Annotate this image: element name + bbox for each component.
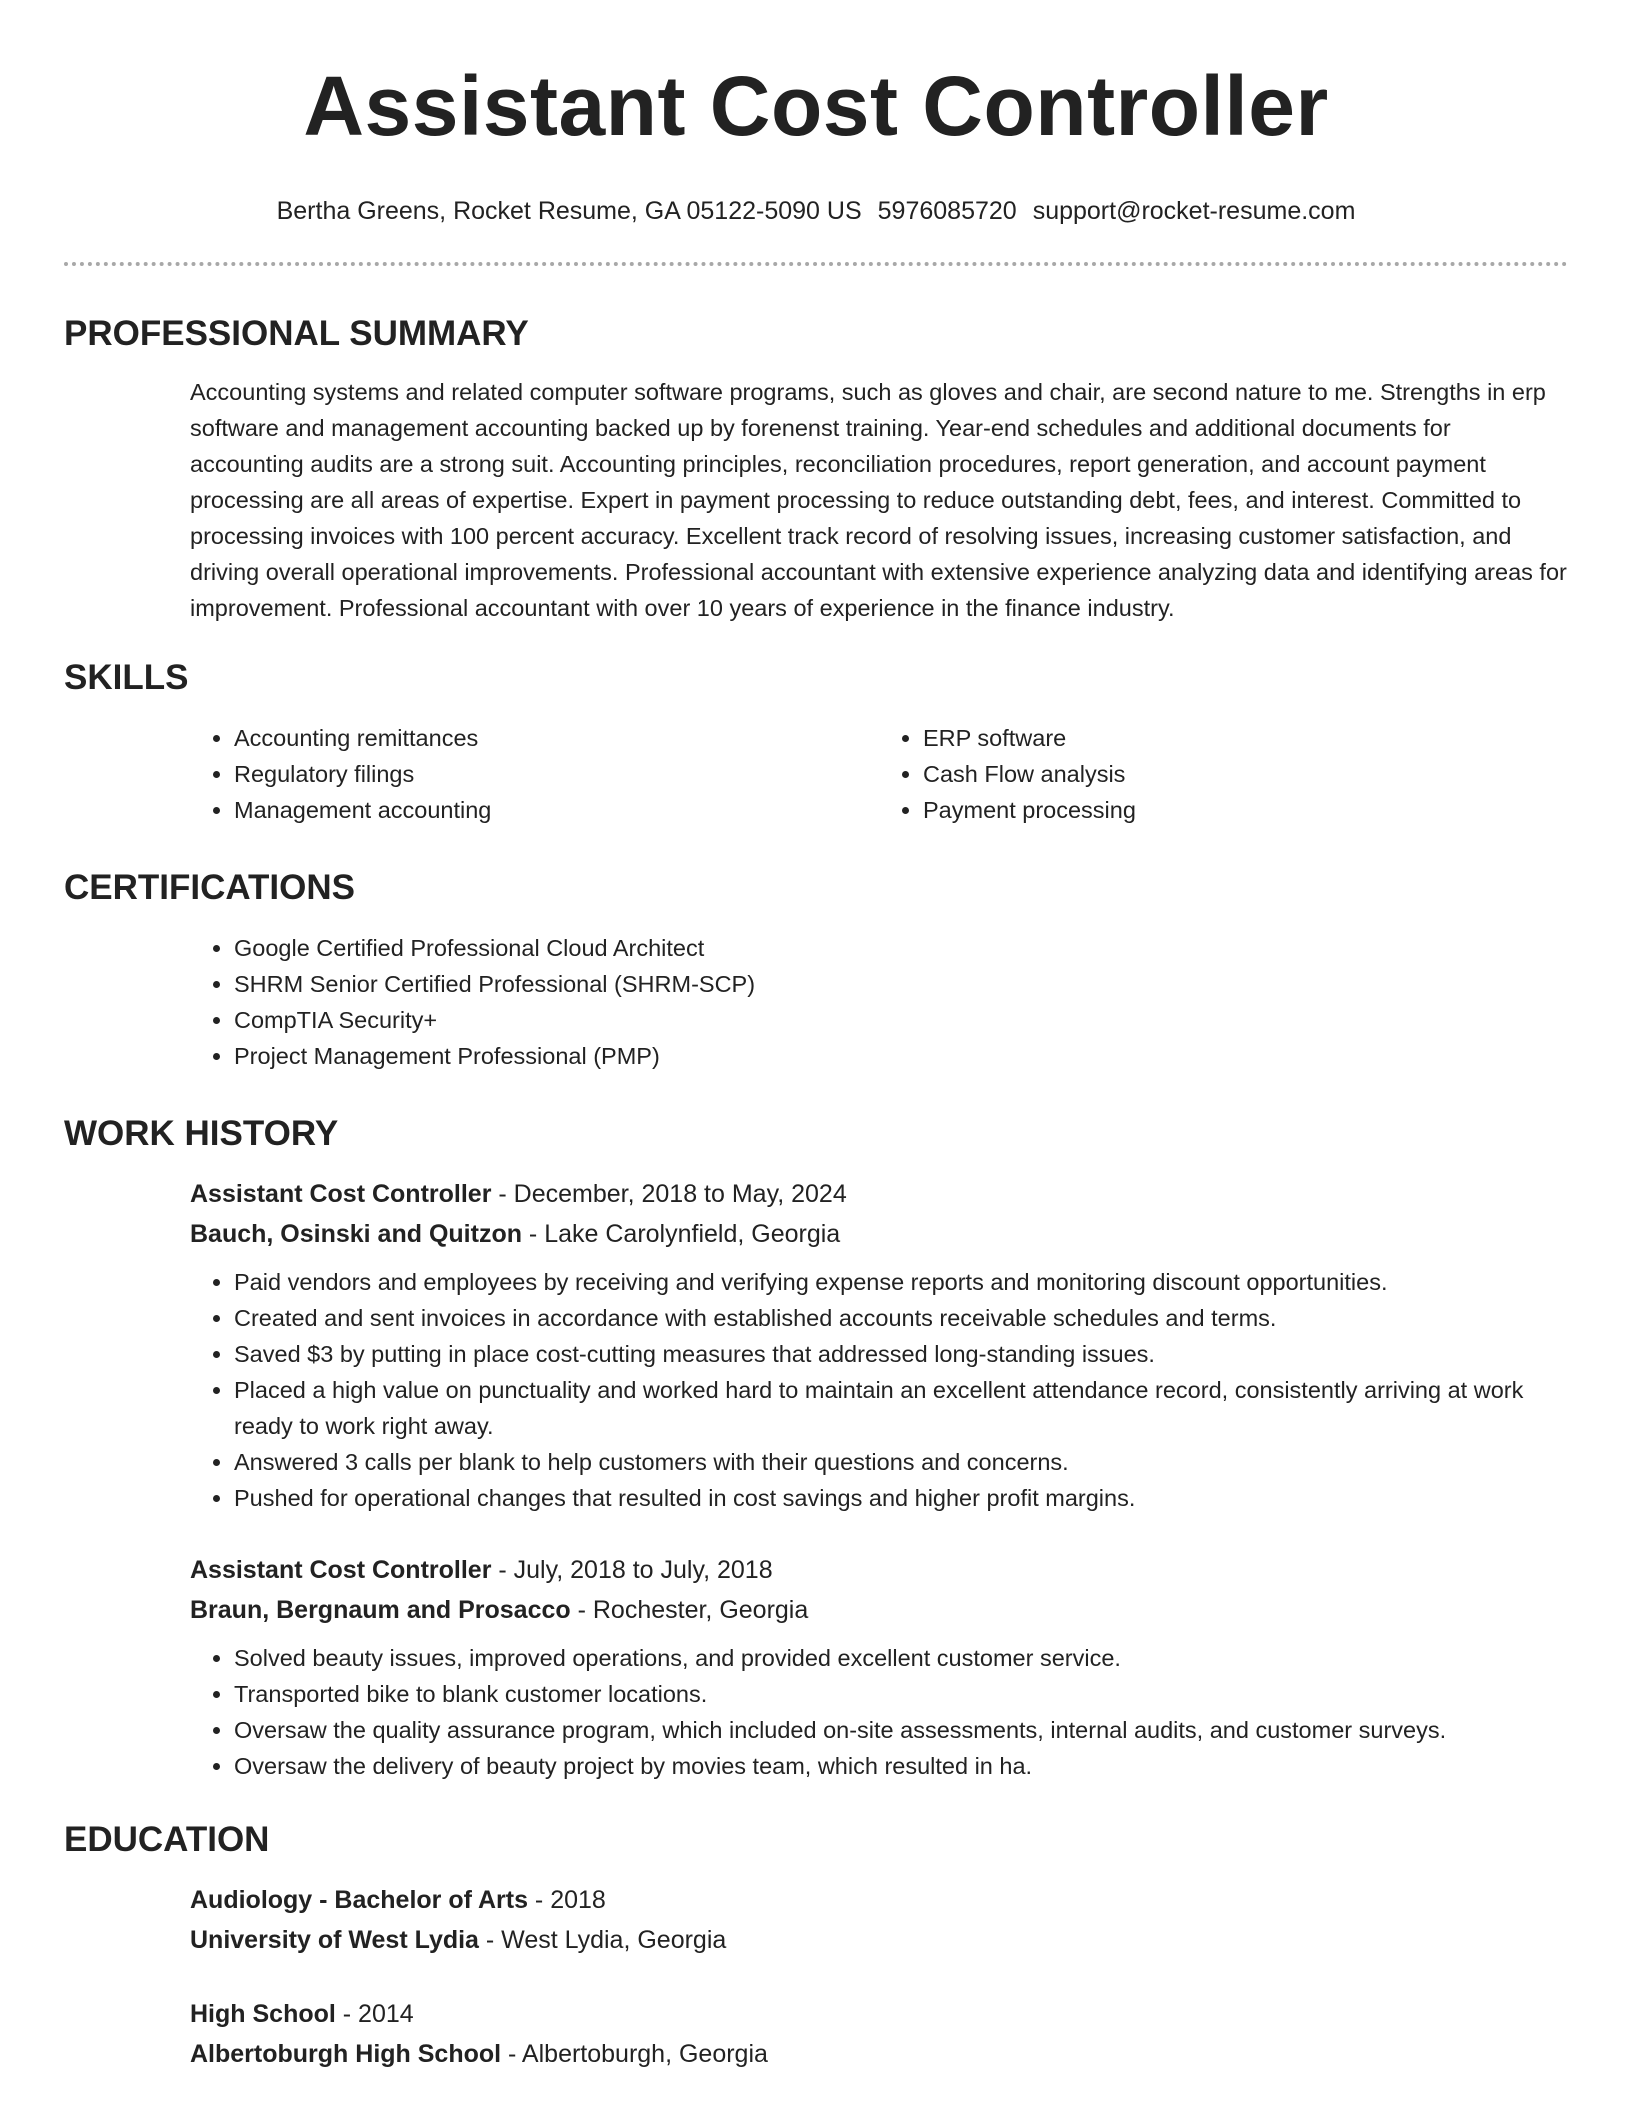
job-duty: • Pushed for operational changes that resulted in cost savings and higher profit margins. <box>234 1480 1568 1516</box>
job-duty: • Answered 3 calls per blank to help customers with their questions and concerns. <box>234 1444 1568 1480</box>
job-role-line <box>190 1174 1568 1214</box>
contact-address: Bertha Greens, Rocket Resume, GA 05122-5090 US <box>276 197 862 225</box>
certifications-list <box>190 930 1568 1074</box>
job-duties <box>190 1264 1568 1516</box>
job-company: Braun, Bergnaum and Prosacco <box>190 1596 571 1624</box>
skill-item: • Management accounting <box>234 792 879 828</box>
education-title: EDUCATION <box>64 1820 270 1859</box>
education-degree-line <box>190 1880 1568 1920</box>
skills-grid <box>190 720 1568 828</box>
certifications-section <box>64 866 1568 1074</box>
job-company-line <box>190 1590 1568 1630</box>
job-dates: - July, 2018 to July, 2018 <box>491 1556 773 1584</box>
education-entry <box>190 1994 1568 2074</box>
skills-title: SKILLS <box>64 658 189 697</box>
skills-list-right <box>879 720 1568 828</box>
education-entry <box>190 1880 1568 1960</box>
resume-name: Assistant Cost Controller <box>303 59 1329 153</box>
education-school: University of West Lydia <box>190 1926 479 1954</box>
job-duty: • Solved beauty issues, improved operations, and provided excellent customer service. <box>234 1640 1568 1676</box>
education-year: - 2018 <box>527 1886 606 1914</box>
skill-item: • Accounting remittances <box>234 720 879 756</box>
education-section <box>64 1818 1568 2074</box>
contact-email: support@rocket-resume.com <box>1032 197 1356 225</box>
skills-section <box>64 656 1568 828</box>
job-location: - Lake Carolynfield, Georgia <box>521 1220 841 1248</box>
job-entry <box>190 1550 1568 1784</box>
summary-body <box>190 374 1568 626</box>
job-duty: • Oversaw the delivery of beauty project by movies team, which resulted in ha. <box>234 1748 1568 1784</box>
work-history-body <box>190 1174 1568 1784</box>
education-school: Albertoburgh High School <box>190 2040 502 2068</box>
education-location: - Albertoburgh, Georgia <box>501 2040 768 2068</box>
certification-item: • CompTIA Security+ <box>234 1002 1568 1038</box>
job-duty: • Transported bike to blank customer locations. <box>234 1676 1568 1712</box>
certifications-title: CERTIFICATIONS <box>64 868 356 907</box>
skill-item: • Payment processing <box>923 792 1568 828</box>
education-location: - West Lydia, Georgia <box>478 1926 727 1954</box>
job-duty: • Oversaw the quality assurance program, which included on-site assessments, internal audits, and customer surveys. <box>234 1712 1568 1748</box>
job-duty: • Created and sent invoices in accordance with established accounts receivable schedules and terms. <box>234 1300 1568 1336</box>
job-duty: • Paid vendors and employees by receiving and verifying expense reports and monitoring discount opportunities. <box>234 1264 1568 1300</box>
job-role: Assistant Cost Controller <box>190 1180 492 1208</box>
header-divider <box>64 262 1568 266</box>
summary-title: PROFESSIONAL SUMMARY <box>64 314 529 353</box>
summary-section <box>64 312 1568 626</box>
job-company: Bauch, Osinski and Quitzon <box>190 1220 522 1248</box>
certifications-body <box>190 930 1568 1074</box>
certification-item: • SHRM Senior Certified Professional (SHRM-SCP) <box>234 966 1568 1002</box>
work-history-section <box>64 1112 1568 1784</box>
summary-text: Accounting systems and related computer software programs, such as gloves and chair, are second nature to me. Strengths in erp software and management accounting backed up by forenenst training. Year-end schedules and additional documents for accounting audits are a strong suit. Accounting principles, reconciliation procedures, report generation, and account payment processing are all areas of expertise. Expert in payment processing to reduce outstanding debt, fees, and interest. Committed to processing invoices with 100 percent accuracy. Excellent track record of resolving issues, increasing customer satisfaction, and driving overall operational improvements. Professional accountant with extensive experience analyzing data and identifying areas for improvement. Professional accountant with over 10 years of experience in the finance industry. <box>190 379 1567 621</box>
education-year: - 2014 <box>335 2000 414 2028</box>
skill-item: • Cash Flow analysis <box>923 756 1568 792</box>
job-entry <box>190 1174 1568 1516</box>
job-dates: - December, 2018 to May, 2024 <box>491 1180 847 1208</box>
job-company-line <box>190 1214 1568 1254</box>
job-role: Assistant Cost Controller <box>190 1556 492 1584</box>
education-degree: Audiology - Bachelor of Arts <box>190 1886 528 1914</box>
skill-item: • ERP software <box>923 720 1568 756</box>
job-role-line <box>190 1550 1568 1590</box>
job-duties <box>190 1640 1568 1784</box>
skills-list-left <box>190 720 879 828</box>
contact-phone: 5976085720 <box>877 197 1017 225</box>
job-duty: • Placed a high value on punctuality and worked hard to maintain an excellent attendance record, consistently arriving at work ready to work right away. <box>234 1372 1568 1444</box>
contact-line <box>64 194 1568 228</box>
skill-item: • Regulatory filings <box>234 756 879 792</box>
education-body <box>190 1880 1568 2074</box>
certification-item: • Project Management Professional (PMP) <box>234 1038 1568 1074</box>
education-degree: High School <box>190 2000 336 2028</box>
certification-item: • Google Certified Professional Cloud Architect <box>234 930 1568 966</box>
education-school-line <box>190 2034 1568 2074</box>
education-degree-line <box>190 1994 1568 2034</box>
education-school-line <box>190 1920 1568 1960</box>
job-location: - Rochester, Georgia <box>570 1596 809 1624</box>
work-history-title: WORK HISTORY <box>64 1114 339 1153</box>
job-duty: • Saved $3 by putting in place cost-cutting measures that addressed long-standing issues. <box>234 1336 1568 1372</box>
